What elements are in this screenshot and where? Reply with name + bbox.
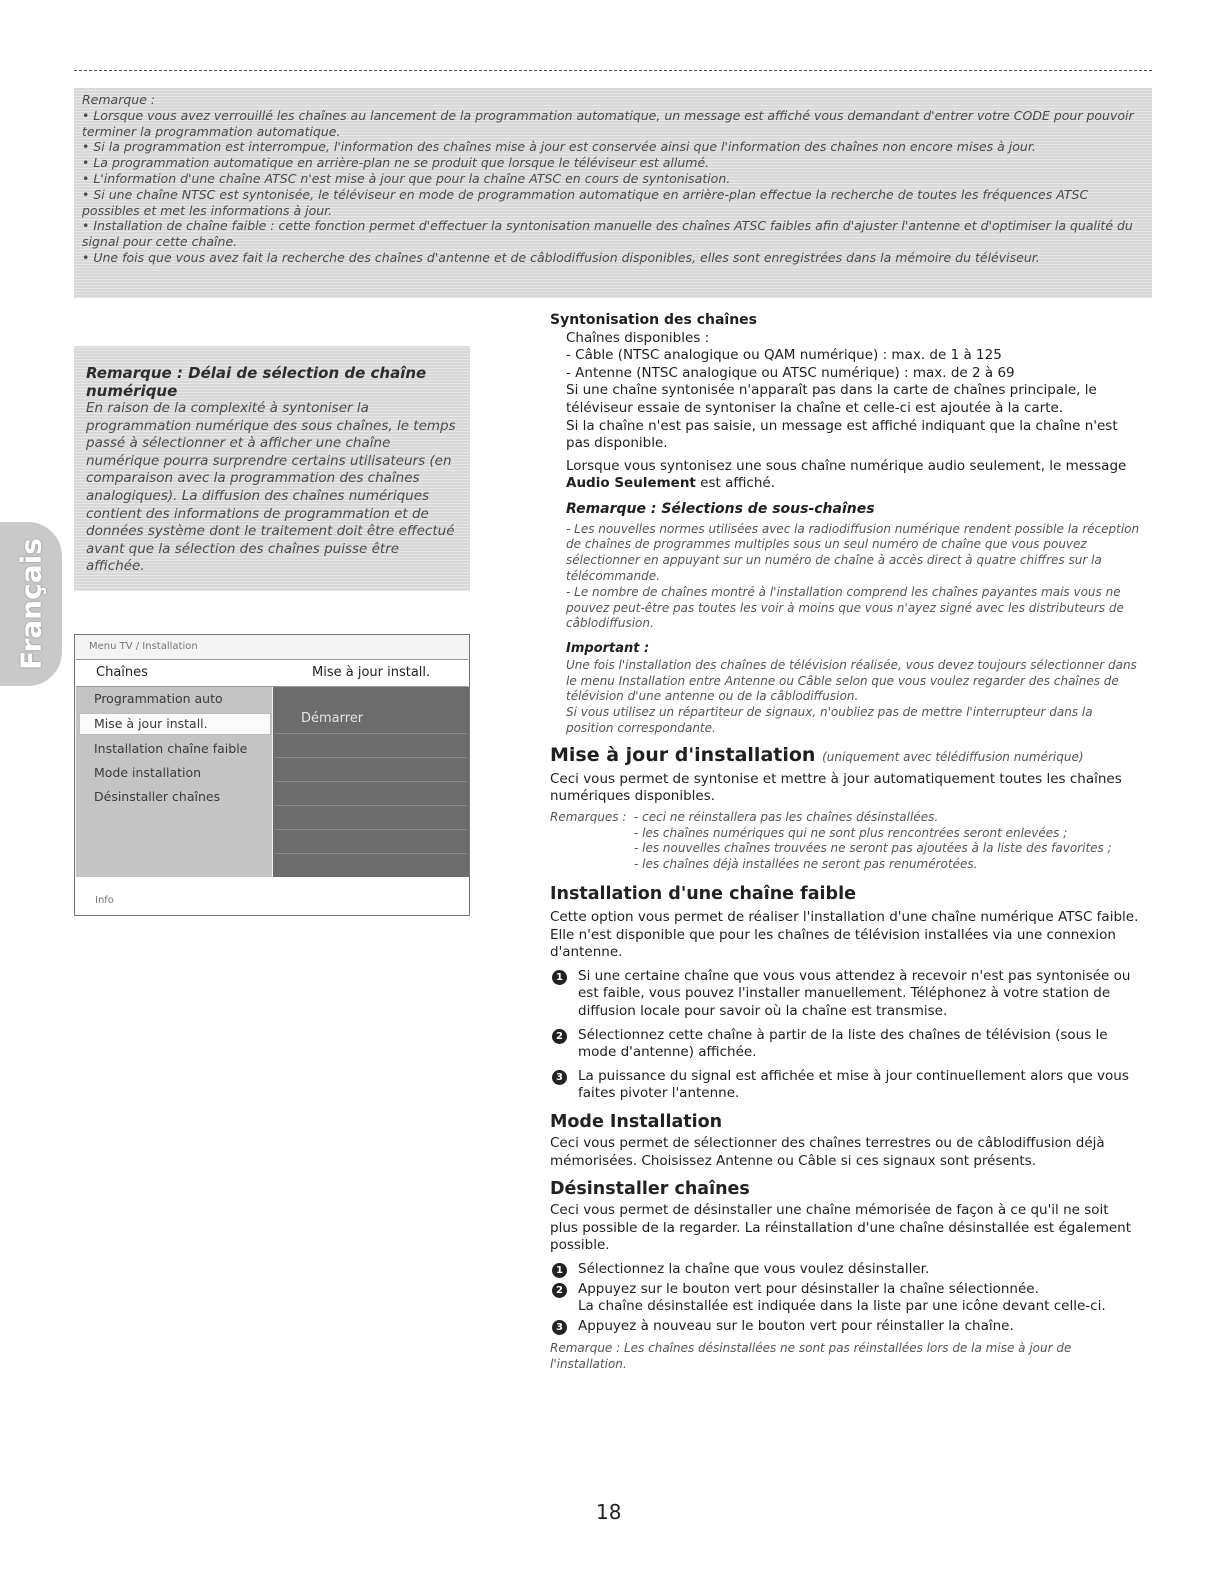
top-remark-line: • L'information d'une chaîne ATSC n'est mise à jour que pour la chaîne ATSC en cours de syntonisation.	[82, 170, 731, 186]
mode-title: Mode Installation	[550, 1112, 723, 1132]
tv-menu-screenshot	[74, 634, 470, 916]
syntonisation-title: Syntonisation des chaînes	[550, 312, 758, 328]
step-text: Appuyez sur le bouton vert pour désinstaller la chaîne sélectionnée.	[578, 1280, 1039, 1297]
audio-paragraph	[566, 458, 1140, 493]
side-remark-box	[74, 346, 470, 591]
main-column	[550, 312, 1140, 1373]
menu-item[interactable]: Mode installation	[94, 765, 202, 780]
syn-line: - Câble (NTSC analogique ou QAM numérique) : max. de 1 à 125	[566, 347, 1002, 364]
faible-title: Installation d'une chaîne faible	[550, 884, 856, 905]
audio-text-end: est affiché.	[695, 475, 776, 492]
language-tab-label: Français	[14, 538, 48, 670]
step-number-icon: 3	[552, 1320, 567, 1335]
important-title: Important :	[566, 641, 650, 657]
menu-item-selected[interactable]: Mise à jour install.	[94, 716, 208, 731]
top-remark-line: • Si la programmation est interrompue, l'information des chaînes mise à jour est conservée ainsi que l'information des chaînes non encore mises à jour.	[82, 139, 1036, 155]
des-step	[550, 1318, 1140, 1336]
faible-step	[550, 968, 1140, 1021]
side-remark-body: En raison de la complexité à syntoniser la programmation numérique des sous chaînes, le temps passé à sélectionner et à afficher une chaîne numérique pourra surprendre certains utilisateurs (en comparaison avec la programmation des chaînes analogiques). La diffusion des chaînes numériques contient des informations de programmation et de données système dont le traitement doit être effectué avant que la sélection des chaînes puisse être affichée.	[86, 400, 456, 575]
top-rule	[74, 70, 1152, 71]
menu-divider	[275, 853, 467, 854]
mise-a-jour-title: Mise à jour d'installation	[550, 743, 816, 766]
menu-item[interactable]: Programmation auto	[94, 691, 223, 706]
sous-chaines-title: Remarque : Sélections de sous-chaînes	[566, 500, 875, 517]
des-note: Remarque : Les chaînes désinstallées ne sont pas réinstallées lors de la mise à jour de l'installation.	[550, 1341, 1072, 1372]
mise-a-jour-heading	[550, 743, 1140, 769]
des-step	[550, 1261, 1140, 1279]
audio-text: Lorsque vous syntonisez une sous chaîne numérique audio seulement, le message	[566, 457, 1127, 474]
step-text: Si une certaine chaîne que vous vous attendez à recevoir n'est pas syntonisée ou est faible, vous pouvez l'installer manuellement. Téléphonez à votre station de diffusion locale pour savoir où la chaîne est transmise.	[578, 967, 1131, 1020]
mise-a-jour-subtitle: (uniquement avec télédiffusion numérique)	[822, 749, 1084, 764]
step-number-icon: 2	[552, 1029, 567, 1044]
menu-left-column	[76, 687, 272, 877]
maj-note: - ceci ne réinstallera pas les chaînes désinstallées.	[634, 809, 939, 824]
faible-step	[550, 1068, 1140, 1103]
menu-divider	[275, 757, 467, 758]
mise-a-jour-notes	[550, 810, 1140, 873]
mode-body: Ceci vous permet de sélectionner des chaînes terrestres ou de câblodiffusion déjà mémorisées. Choisissez Antenne ou Câble si ces signaux sont présents.	[550, 1135, 1105, 1169]
top-remark-line: • Installation de chaîne faible : cette fonction permet d'effectuer la syntonisation manuelle des chaînes ATSC faibles afin d'ajuster l'antenne et d'optimiser la qualité du signal pour cette chaîne.	[82, 218, 1133, 250]
syn-line: Si une chaîne syntonisée n'apparaît pas dans la carte de chaînes principale, le téléviseur essaie de syntoniser la chaîne et celle-ci est ajoutée à la carte.	[566, 382, 1097, 416]
top-remark-line: • Une fois que vous avez fait la recherche des chaînes d'antenne et de câblodiffusion disponibles, elles sont enregistrées dans la mémoire du téléviseur.	[82, 249, 1040, 265]
syn-line: Si la chaîne n'est pas saisie, un message est affiché indiquant que la chaîne n'est pas disponible.	[566, 417, 1118, 452]
menu-divider	[275, 781, 467, 782]
menu-info: Info	[95, 895, 114, 906]
top-remark-box	[74, 88, 1152, 298]
desinstaller-body: Ceci vous permet de désinstaller une chaîne mémorisée de façon à ce qu'il ne soit plus possible de la regarder. La réinstallation d'une chaîne désinstallée est également possible.	[550, 1202, 1132, 1254]
side-remark-title: Remarque : Délai de sélection de chaîne numérique	[86, 364, 427, 400]
menu-divider	[275, 829, 467, 830]
audio-bold: Audio Seulement	[566, 475, 696, 492]
step-number-icon: 1	[552, 1263, 567, 1278]
step-number-icon: 2	[552, 1283, 567, 1298]
step-text-extra: La chaîne désinstallée est indiquée dans la liste par une icône devant celle-ci.	[578, 1298, 1106, 1315]
top-remark-line: • La programmation automatique en arrière-plan ne se produit que lorsque le téléviseur est allumé.	[82, 155, 710, 171]
faible-step	[550, 1027, 1140, 1062]
des-step	[550, 1281, 1140, 1316]
menu-header-right: Mise à jour install.	[312, 665, 431, 680]
mise-a-jour-body: Ceci vous permet de syntonise et mettre à jour automatiquement toutes les chaînes numériques disponibles.	[550, 770, 1122, 805]
top-remark-title: Remarque :	[82, 92, 156, 107]
sous-item: - Le nombre de chaînes montré à l'installation comprend les chaînes payantes mais vous ne pouvez peut-être pas toutes les voir à moins que vous n'ayez signé avec les distributeurs de câblodiffusion.	[566, 584, 1124, 631]
step-number-icon: 3	[552, 1070, 567, 1085]
maj-note: - les chaînes numériques qui ne sont plus rencontrées seront enlevées ;	[634, 825, 1068, 840]
sous-item: - Les nouvelles normes utilisées avec la radiodiffusion numérique rendent possible la réception de chaînes de programmes multiples sous un seul numéro de chaîne que vous pouvez sélectionner en appuyant sur un numéro de chaîne à accès direct à quatre chiffres sur la télécommande.	[566, 521, 1140, 583]
menu-item[interactable]: Désinstaller chaînes	[94, 789, 221, 804]
step-text: Appuyez à nouveau sur le bouton vert pour réinstaller la chaîne.	[578, 1317, 1014, 1334]
language-tab	[0, 522, 62, 686]
notes-label: Remarques :	[550, 809, 627, 824]
step-text: Sélectionnez cette chaîne à partir de la liste des chaînes de télévision (sous le mode d'antenne) affichée.	[578, 1026, 1108, 1061]
start-button[interactable]: Démarrer	[301, 711, 364, 726]
important-line: Une fois l'installation des chaînes de télévision réalisée, vous devez toujours sélectionner dans le menu Installation entre Antenne ou Câble selon que vous voulez regarder des chaînes de télévision d'une antenne ou de la câblodiffusion.	[566, 657, 1137, 704]
menu-item[interactable]: Installation chaîne faible	[94, 741, 248, 756]
menu-breadcrumb: Menu TV / Installation	[89, 641, 198, 652]
top-remark-line: • Lorsque vous avez verrouillé les chaînes au lancement de la programmation automatique, un message est affiché vous demandant d'entrer votre CODE pour pouvoir terminer la programmation automatique.	[82, 107, 1134, 139]
menu-header	[76, 659, 468, 687]
syn-line: - Antenne (NTSC analogique ou ATSC numérique) : max. de 2 à 69	[566, 364, 1015, 381]
page-number: 18	[596, 1500, 622, 1524]
menu-header-left: Chaînes	[96, 665, 148, 680]
menu-divider	[275, 733, 467, 734]
syn-line: Chaînes disponibles :	[566, 329, 710, 346]
maj-note: - les chaînes déjà installées ne seront pas renumérotées.	[634, 857, 978, 872]
important-line: Si vous utilisez un répartiteur de signaux, n'oubliez pas de mettre l'interrupteur dans la position correspondante.	[566, 705, 1093, 735]
menu-divider	[275, 805, 467, 806]
step-number-icon: 1	[552, 970, 567, 985]
step-text: Sélectionnez la chaîne que vous voulez désinstaller.	[578, 1260, 930, 1277]
menu-footer	[76, 877, 468, 915]
faible-body: Cette option vous permet de réaliser l'installation d'une chaîne numérique ATSC faible. Elle n'est disponible que pour les chaînes de télévision installées via une connexion d'antenne.	[550, 909, 1139, 961]
step-text: La puissance du signal est affichée et mise à jour continuellement alors que vous faites pivoter l'antenne.	[578, 1067, 1129, 1102]
top-remark-line: • Si une chaîne NTSC est syntonisée, le téléviseur en mode de programmation automatique en arrière-plan effectue la recherche de toutes les fréquences ATSC possibles et met les informations à jour.	[82, 186, 1089, 218]
desinstaller-title: Désinstaller chaînes	[550, 1179, 750, 1200]
maj-note: - les nouvelles chaînes trouvées ne seront pas ajoutées à la liste des favorites ;	[634, 841, 1112, 856]
